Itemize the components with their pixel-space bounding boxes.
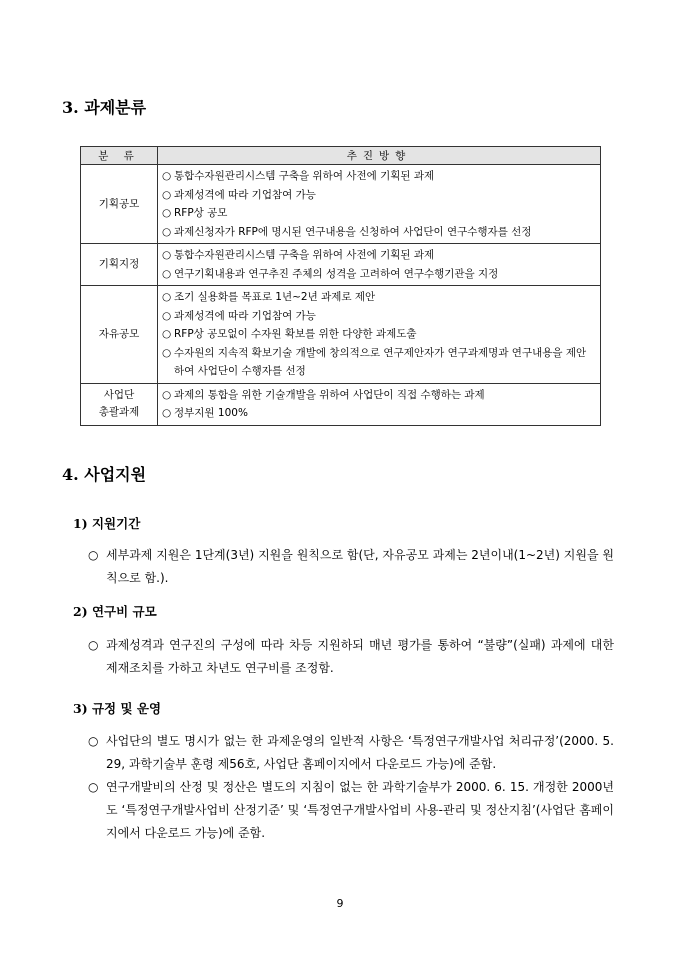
list-item bbox=[88, 544, 614, 590]
row-items bbox=[158, 244, 601, 286]
bullet-icon: ○ bbox=[88, 548, 99, 562]
subsection-2-body bbox=[88, 634, 614, 680]
item-text: 연구기획내용과 연구추진 주체의 성격을 고려하여 연구수행기관을 지정 bbox=[174, 267, 499, 280]
item-text: RFP상 공모 bbox=[174, 207, 228, 219]
item-text: 수자원의 지속적 확보기술 개발에 창의적으로 연구제안자가 연구과제명과 연구내용을 제안하여 사업단이 수행자를 선정 bbox=[174, 346, 587, 377]
task-classification-table bbox=[80, 146, 601, 426]
header-direction: 추진방향 bbox=[158, 147, 601, 165]
list-item bbox=[162, 167, 596, 186]
subsection-1-title: 1) 지원기간 bbox=[73, 516, 141, 531]
row-items bbox=[158, 286, 601, 384]
header-category: 분 류 bbox=[81, 147, 158, 165]
list-item bbox=[162, 404, 596, 423]
page-number: 9 bbox=[336, 897, 344, 910]
bullet-icon: ○ bbox=[162, 207, 172, 219]
bullet-icon: ○ bbox=[88, 638, 99, 652]
row-items bbox=[158, 165, 601, 244]
bullet-icon: ○ bbox=[162, 249, 172, 261]
list-item bbox=[162, 186, 596, 205]
subsection-1-body bbox=[88, 544, 614, 590]
list-item bbox=[162, 246, 596, 265]
row-category bbox=[81, 383, 158, 425]
item-text: 정부지원 100% bbox=[174, 407, 248, 419]
category-line: 총괄과제 bbox=[98, 406, 140, 418]
list-item bbox=[88, 634, 614, 680]
item-text: 과제성격에 따라 기업참여 가능 bbox=[174, 309, 316, 322]
bullet-icon: ○ bbox=[162, 291, 172, 303]
item-text: 연구개발비의 산정 및 정산은 별도의 지침이 없는 한 과학기술부가 2000. 6. 15. 개정한 2000년도 ‘특정연구개발사업비 산정기준’ 및 ‘특정연구개발사업비 사용-관리 및 정산지침’(사업단 홈페이지에서 다운로드 가능)에 준함. bbox=[106, 780, 614, 840]
bullet-icon: ○ bbox=[162, 188, 172, 201]
item-text: 과제신청자가 RFP에 명시된 연구내용을 신청하여 사업단이 연구수행자를 선정 bbox=[174, 225, 532, 238]
item-text: RFP상 공모없이 수자원 확보를 위한 다양한 과제도출 bbox=[174, 328, 417, 340]
bullet-icon: ○ bbox=[88, 780, 99, 794]
row-category: 기획지정 bbox=[81, 244, 158, 286]
table-row bbox=[81, 244, 601, 286]
row-items bbox=[158, 383, 601, 425]
item-text: 과제성격에 따라 기업참여 가능 bbox=[174, 188, 316, 201]
item-text: 세부과제 지원은 1단계(3년) 지원을 원칙으로 함(단, 자유공모 과제는 2년이내(1~2년) 지원을 원칙으로 함.). bbox=[106, 548, 614, 585]
bullet-icon: ○ bbox=[162, 388, 172, 401]
item-text: 과제성격과 연구진의 구성에 따라 차등 지원하되 매년 평가를 통하여 “불량”(실패) 과제에 대한 제재조치를 가하고 차년도 연구비를 조정함. bbox=[106, 638, 614, 675]
row-category: 기획공모 bbox=[81, 165, 158, 244]
list-item bbox=[162, 223, 596, 242]
bullet-icon: ○ bbox=[88, 734, 99, 748]
category-line: 사업단 bbox=[103, 389, 135, 401]
row-category: 자유공모 bbox=[81, 286, 158, 384]
table-row bbox=[81, 383, 601, 425]
bullet-icon: ○ bbox=[162, 407, 172, 419]
item-text: 사업단의 별도 명시가 없는 한 과제운영의 일반적 사항은 ‘특정연구개발사업 처리규정’(2000. 5. 29, 과학기술부 훈령 제56호, 사업단 홈페이지에서 다운로드 가능)에 준함. bbox=[106, 734, 614, 771]
bullet-icon: ○ bbox=[162, 170, 172, 182]
bullet-icon: ○ bbox=[162, 267, 172, 280]
subsection-3-title: 3) 규정 및 운영 bbox=[73, 701, 162, 716]
list-item bbox=[162, 288, 596, 307]
item-text: 조기 실용화를 목표로 1년~2년 과제로 제안 bbox=[174, 291, 376, 303]
bullet-icon: ○ bbox=[162, 328, 172, 340]
list-item bbox=[162, 204, 596, 223]
list-item bbox=[162, 307, 596, 326]
item-text: 통합수자원관리시스템 구축을 위하여 사전에 기획된 과제 bbox=[174, 170, 435, 182]
table-row bbox=[81, 286, 601, 384]
subsection-2-title: 2) 연구비 규모 bbox=[73, 604, 157, 619]
list-item bbox=[162, 386, 596, 405]
bullet-icon: ○ bbox=[162, 225, 172, 238]
item-text: 통합수자원관리시스템 구축을 위하여 사전에 기획된 과제 bbox=[174, 249, 435, 261]
item-text: 과제의 통합을 위한 기술개발을 위하여 사업단이 직접 수행하는 과제 bbox=[174, 388, 485, 401]
section-3-title: 3. 과제분류 bbox=[62, 98, 147, 117]
list-item bbox=[162, 325, 596, 344]
table-row bbox=[81, 165, 601, 244]
bullet-icon: ○ bbox=[162, 346, 172, 359]
bullet-icon: ○ bbox=[162, 309, 172, 322]
list-item bbox=[162, 344, 596, 381]
list-item bbox=[88, 730, 614, 776]
subsection-3-body bbox=[88, 730, 614, 845]
section-4-title: 4. 사업지원 bbox=[62, 465, 147, 484]
list-item bbox=[162, 265, 596, 284]
table-header-row bbox=[81, 147, 601, 165]
list-item bbox=[88, 776, 614, 845]
